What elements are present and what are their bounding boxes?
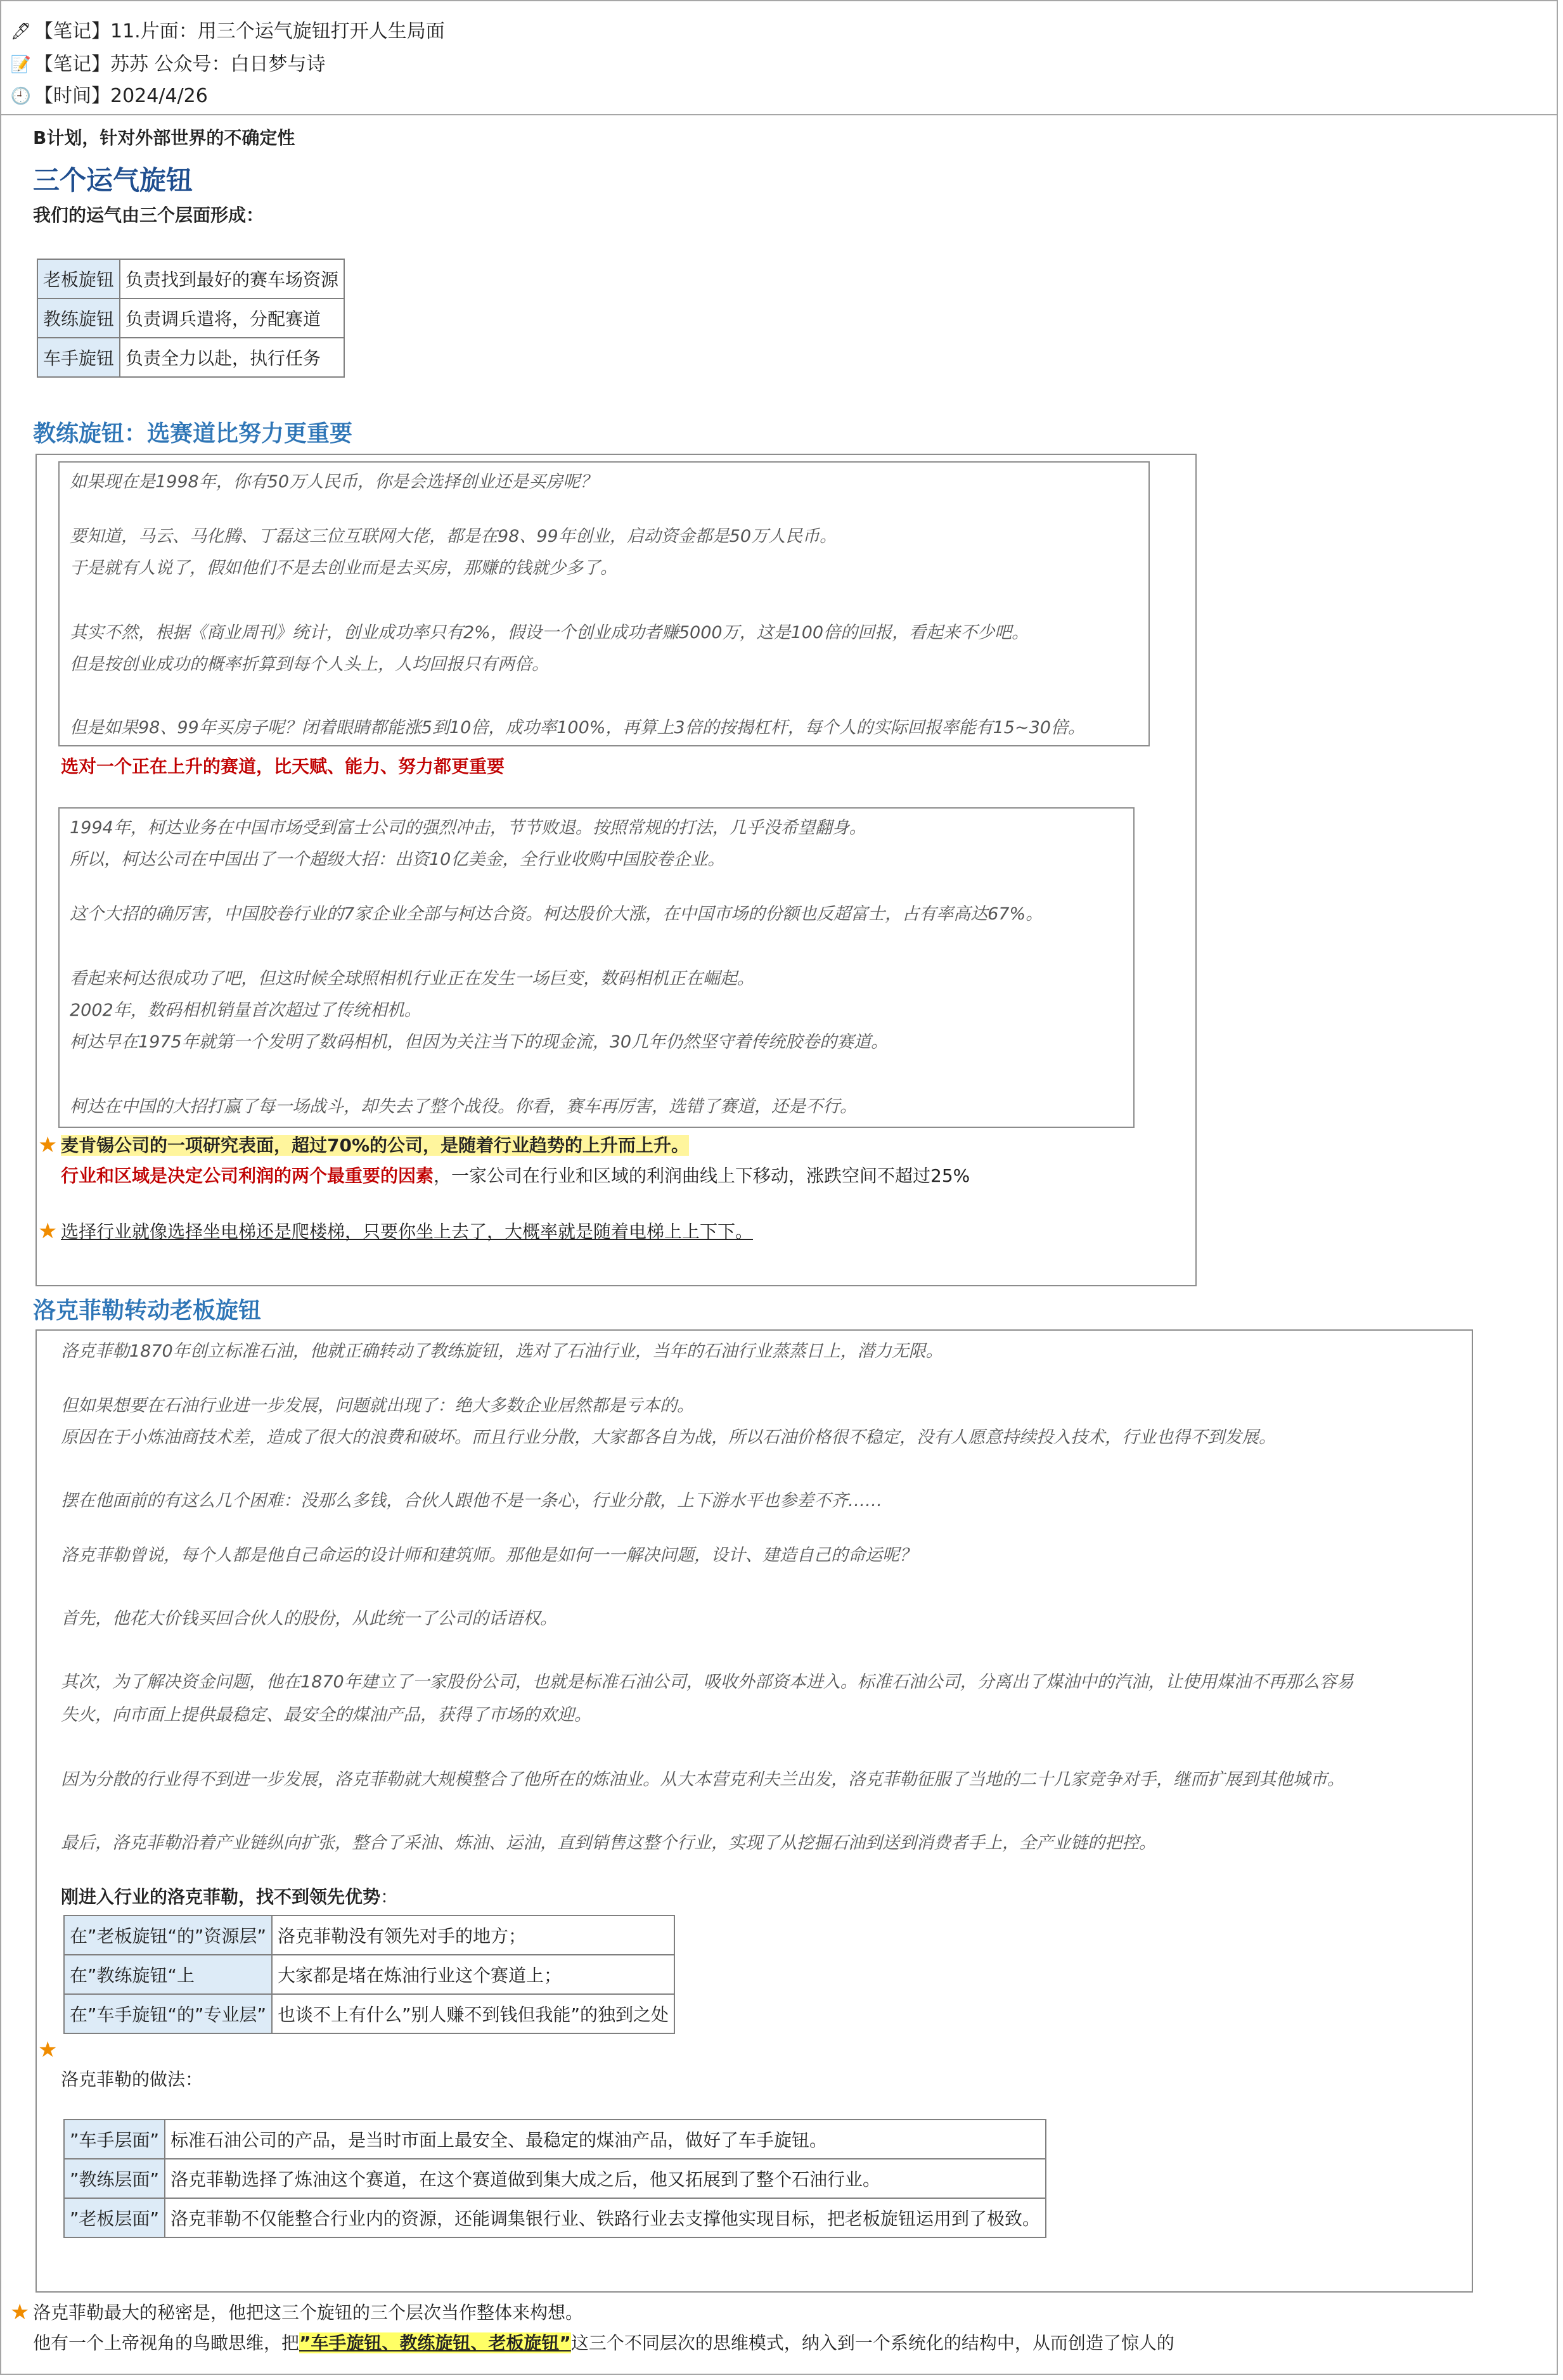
quote-line: 但是如果98、99年买房子呢？闭着眼睛都能涨5到10倍，成功率100%，再算上3倍的按揭杠杆，每个人的实际回报率能有15~30倍。 [70,718,1085,738]
star-icon: ★ [10,2300,30,2325]
quote-line: 最后，洛克菲勒沿着产业链纵向扩张，整合了采油、炼油、运油，直到销售这整个行业，实现了从挖掘石油到送到消费者手上，全产业链的把控。 [61,1833,1156,1853]
no-edge-title-text: 刚进入行业的洛克菲勒，找不到领先优势 [61,1886,381,1907]
table-value-cell: 洛克菲勒没有领先对手的地方； [272,1916,674,1955]
table-key-cell: ”车手层面” [64,2120,165,2159]
intro-text: 我们的运气由三个层面形成： [33,205,264,226]
table-value-cell: 负责找到最好的赛车场资源 [120,259,344,298]
mckinsey-line [61,1133,689,1158]
star-icon: ★ [38,2037,58,2063]
method-table [63,2119,1046,2238]
quote-line: 洛克菲勒曾说，每个人都是他自己命运的设计师和建筑师。那他是如何一一解决问题，设计、建造自己的命运呢？ [61,1545,917,1565]
meta-time [11,84,208,109]
quote-line: 柯达早在1975年就第一个发明了数码相机，但因为关注当下的现金流，30几年仍然坚守着传统胶卷的赛道。 [70,1032,889,1052]
table-value-cell: 大家都是堵在炼油行业这个赛道上； [272,1955,674,1994]
table-row [64,2120,1046,2159]
highlighted-text: 麦肯锡公司的一项研究表面，超过70%的公司，是随着行业趋势的上升而上升。 [61,1135,690,1156]
quote-line: 其实不然，根据《商业周刊》统计，创业成功率只有2%，假设一个创业成功者赚5000万，这是100倍的回报，看起来不少吧。 [70,623,1029,643]
table-key-cell: 在”教练旋钮“上 [64,1955,272,1994]
table-key-cell: 在”老板旋钮“的”资源层” [64,1916,272,1955]
key-insight-red: 选对一个正在上升的赛道，比天赋、能力、努力都更重要 [61,756,505,777]
table-key-cell: 教练旋钮 [37,298,120,338]
table-key-cell: 在”车手旋钮“的”专业层” [64,1994,272,2033]
quote-line: 1994年，柯达业务在中国市场受到富士公司的强烈冲击，节节败退。按照常规的打法，几乎没希望翻身。 [70,818,866,838]
table-row [64,2198,1046,2237]
header-divider [0,114,1558,115]
bird-eye-line [33,2331,1174,2356]
meta-note-author-text: 【笔记】苏苏 公众号：白日梦与诗 [34,53,326,75]
quote-line: 但是按创业成功的概率折算到每个人头上，人均回报只有两倍。 [70,655,549,674]
meta-note-title [11,19,445,44]
quote-box-1998 [58,461,1150,746]
table-value-cell: 负责全力以赴，执行任务 [120,338,344,377]
quote-line: 看起来柯达很成功了吧，但这时候全球照相机行业正在发生一场巨变，数码相机正在崛起。 [70,969,754,988]
table-key-cell: 老板旋钮 [37,259,120,298]
table-row [37,259,344,298]
table-key-cell: ”老板层面” [64,2198,165,2237]
quote-line: 但如果想要在石油行业进一步发展，问题就出现了：绝大多数企业居然都是亏本的。 [61,1396,694,1416]
elevator-line: 选择行业就像选择坐电梯还是爬楼梯，只要你坐上去了，大概率就是随着电梯上上下下。 [61,1221,754,1242]
quote-line: 首先，他花大价钱买回合伙人的股份，从此统一了公司的话语权。 [61,1609,557,1628]
quote-line: 柯达在中国的大招打赢了每一场战斗，却失去了整个战役。你看，赛车再厉害，选错了赛道，还是不行。 [70,1097,857,1116]
knobs-table [37,259,345,378]
quote-line: 原因在于小炼油商技术差，造成了很大的浪费和破坏。而且行业分散，大家都各自为战，所以石油价格很不稳定，没有人愿意持续投入技术，行业也得不到发展。 [61,1428,1276,1447]
table-row [64,1955,674,1994]
quote-line: 其次，为了解决资金问题，他在1870年建立了一家股份公司，也就是标准石油公司，吸收外部资本进入。标准石油公司，分离出了煤油中的汽油，让使用煤油不再那么容易 [61,1672,1354,1692]
table-value-cell: 标准石油公司的产品，是当时市面上最安全、最稳定的煤油产品，做好了车手旋钮。 [165,2120,1046,2159]
industry-factor-line [61,1163,970,1189]
industry-factor-rest: ，一家公司在行业和区域的利润曲线上下移动，涨跌空间不超过25% [434,1165,970,1186]
secret-line: 洛克菲勒最大的秘密是，他把这三个旋钮的三个层次当作整体来构想。 [33,2302,584,2323]
table-key-cell: 车手旋钮 [37,338,120,377]
quote-line: 2002年，数码相机销量首次超过了传统相机。 [70,1001,421,1020]
star-icon: ★ [38,1132,58,1158]
section-heading-coach: 教练旋钮：选赛道比努力更重要 [33,421,353,447]
table-row [64,1916,674,1955]
quote-line: 如果现在是1998年，你有50万人民币，你是会选择创业还是买房呢？ [70,472,598,492]
table-value-cell: 负责调兵遣将，分配赛道 [120,298,344,338]
quote-line: 洛克菲勒1870年创立标准石油，他就正确转动了教练旋钮，选对了石油行业，当年的石油行业蒸蒸日上，潜力无限。 [61,1341,943,1361]
table-row [37,338,344,377]
meta-time-text: 【时间】2024/4/26 [34,85,208,107]
highlighted-knobs: ”车手旋钮、教练旋钮、老板旋钮” [299,2332,571,2353]
quote-line: 所以，柯达公司在中国出了一个超级大招：出资10亿美金，全行业收购中国胶卷企业。 [70,850,725,869]
quote-line: 要知道，马云、马化腾、丁磊这三位互联网大佬，都是在98、99年创业，启动资金都是50万人民币。 [70,527,837,546]
bird-eye-post: 这三个不同层次的思维模式，纳入到一个系统化的结构中，从而创造了惊人的 [570,2332,1174,2353]
no-edge-table [63,1915,675,2034]
table-value-cell: 洛克菲勒选择了炼油这个赛道，在这个赛道做到集大成之后，他又拓展到了整个石油行业。 [165,2159,1046,2198]
quote-line: 因为分散的行业得不到进一步发展，洛克菲勒就大规模整合了他所在的炼油业。从大本营克利夫兰出发，洛克菲勒征服了当地的二十几家竞争对手，继而扩展到其他城市。 [61,1770,1344,1789]
table-row [37,298,344,338]
clock-icon: 🕘 [10,87,32,106]
plan-label: B计划，针对外部世界的不确定性 [33,127,295,148]
quote-line: 摆在他面前的有这么几个困难：没那么多钱，合伙人跟他不是一条心，行业分散，上下游水平也参差不齐…… [61,1491,882,1511]
table-row [64,2159,1046,2198]
section-heading-boss: 洛克菲勒转动老板旋钮 [33,1298,262,1324]
meta-note-title-text: 【笔记】11.片面：用三个运气旋钮打开人生局面 [34,20,445,42]
table-value-cell: 洛克菲勒不仅能整合行业内的资源，还能调集银行业、铁路行业去支撑他实现目标，把老板旋钮运用到了极致。 [165,2198,1046,2237]
quote-line: 这个大招的确厉害，中国胶卷行业的7家企业全部与柯达合资。柯达股价大涨，在中国市场的份额也反超富士，占有率高达67%。 [70,904,1043,924]
quote-line: 失火，向市面上提供最稳定、最安全的煤油产品，获得了市场的欢迎。 [61,1705,591,1725]
star-icon: ★ [38,1219,58,1244]
notepad-icon: 📝 [10,55,32,74]
page-title: 三个运气旋钮 [33,165,193,196]
quote-line: 于是就有人说了，假如他们不是去创业而是去买房，那赚的钱就少多了。 [70,558,617,578]
table-key-cell: ”教练层面” [64,2159,165,2198]
bird-eye-pre: 他有一个上帝视角的鸟瞰思维，把 [33,2332,300,2353]
ink-pen-icon: 🖋 [10,22,32,41]
method-title: 洛克菲勒的做法： [61,2069,203,2090]
table-row [64,1994,674,2033]
no-edge-colon: ： [380,1886,399,1907]
red-emphasis: 行业和区域是决定公司利润的两个最重要的因素 [61,1165,434,1186]
no-edge-title [61,1884,398,1910]
meta-note-author [11,52,326,77]
table-value-cell: 也谈不上有什么”别人赚不到钱但我能”的独到之处 [272,1994,674,2033]
